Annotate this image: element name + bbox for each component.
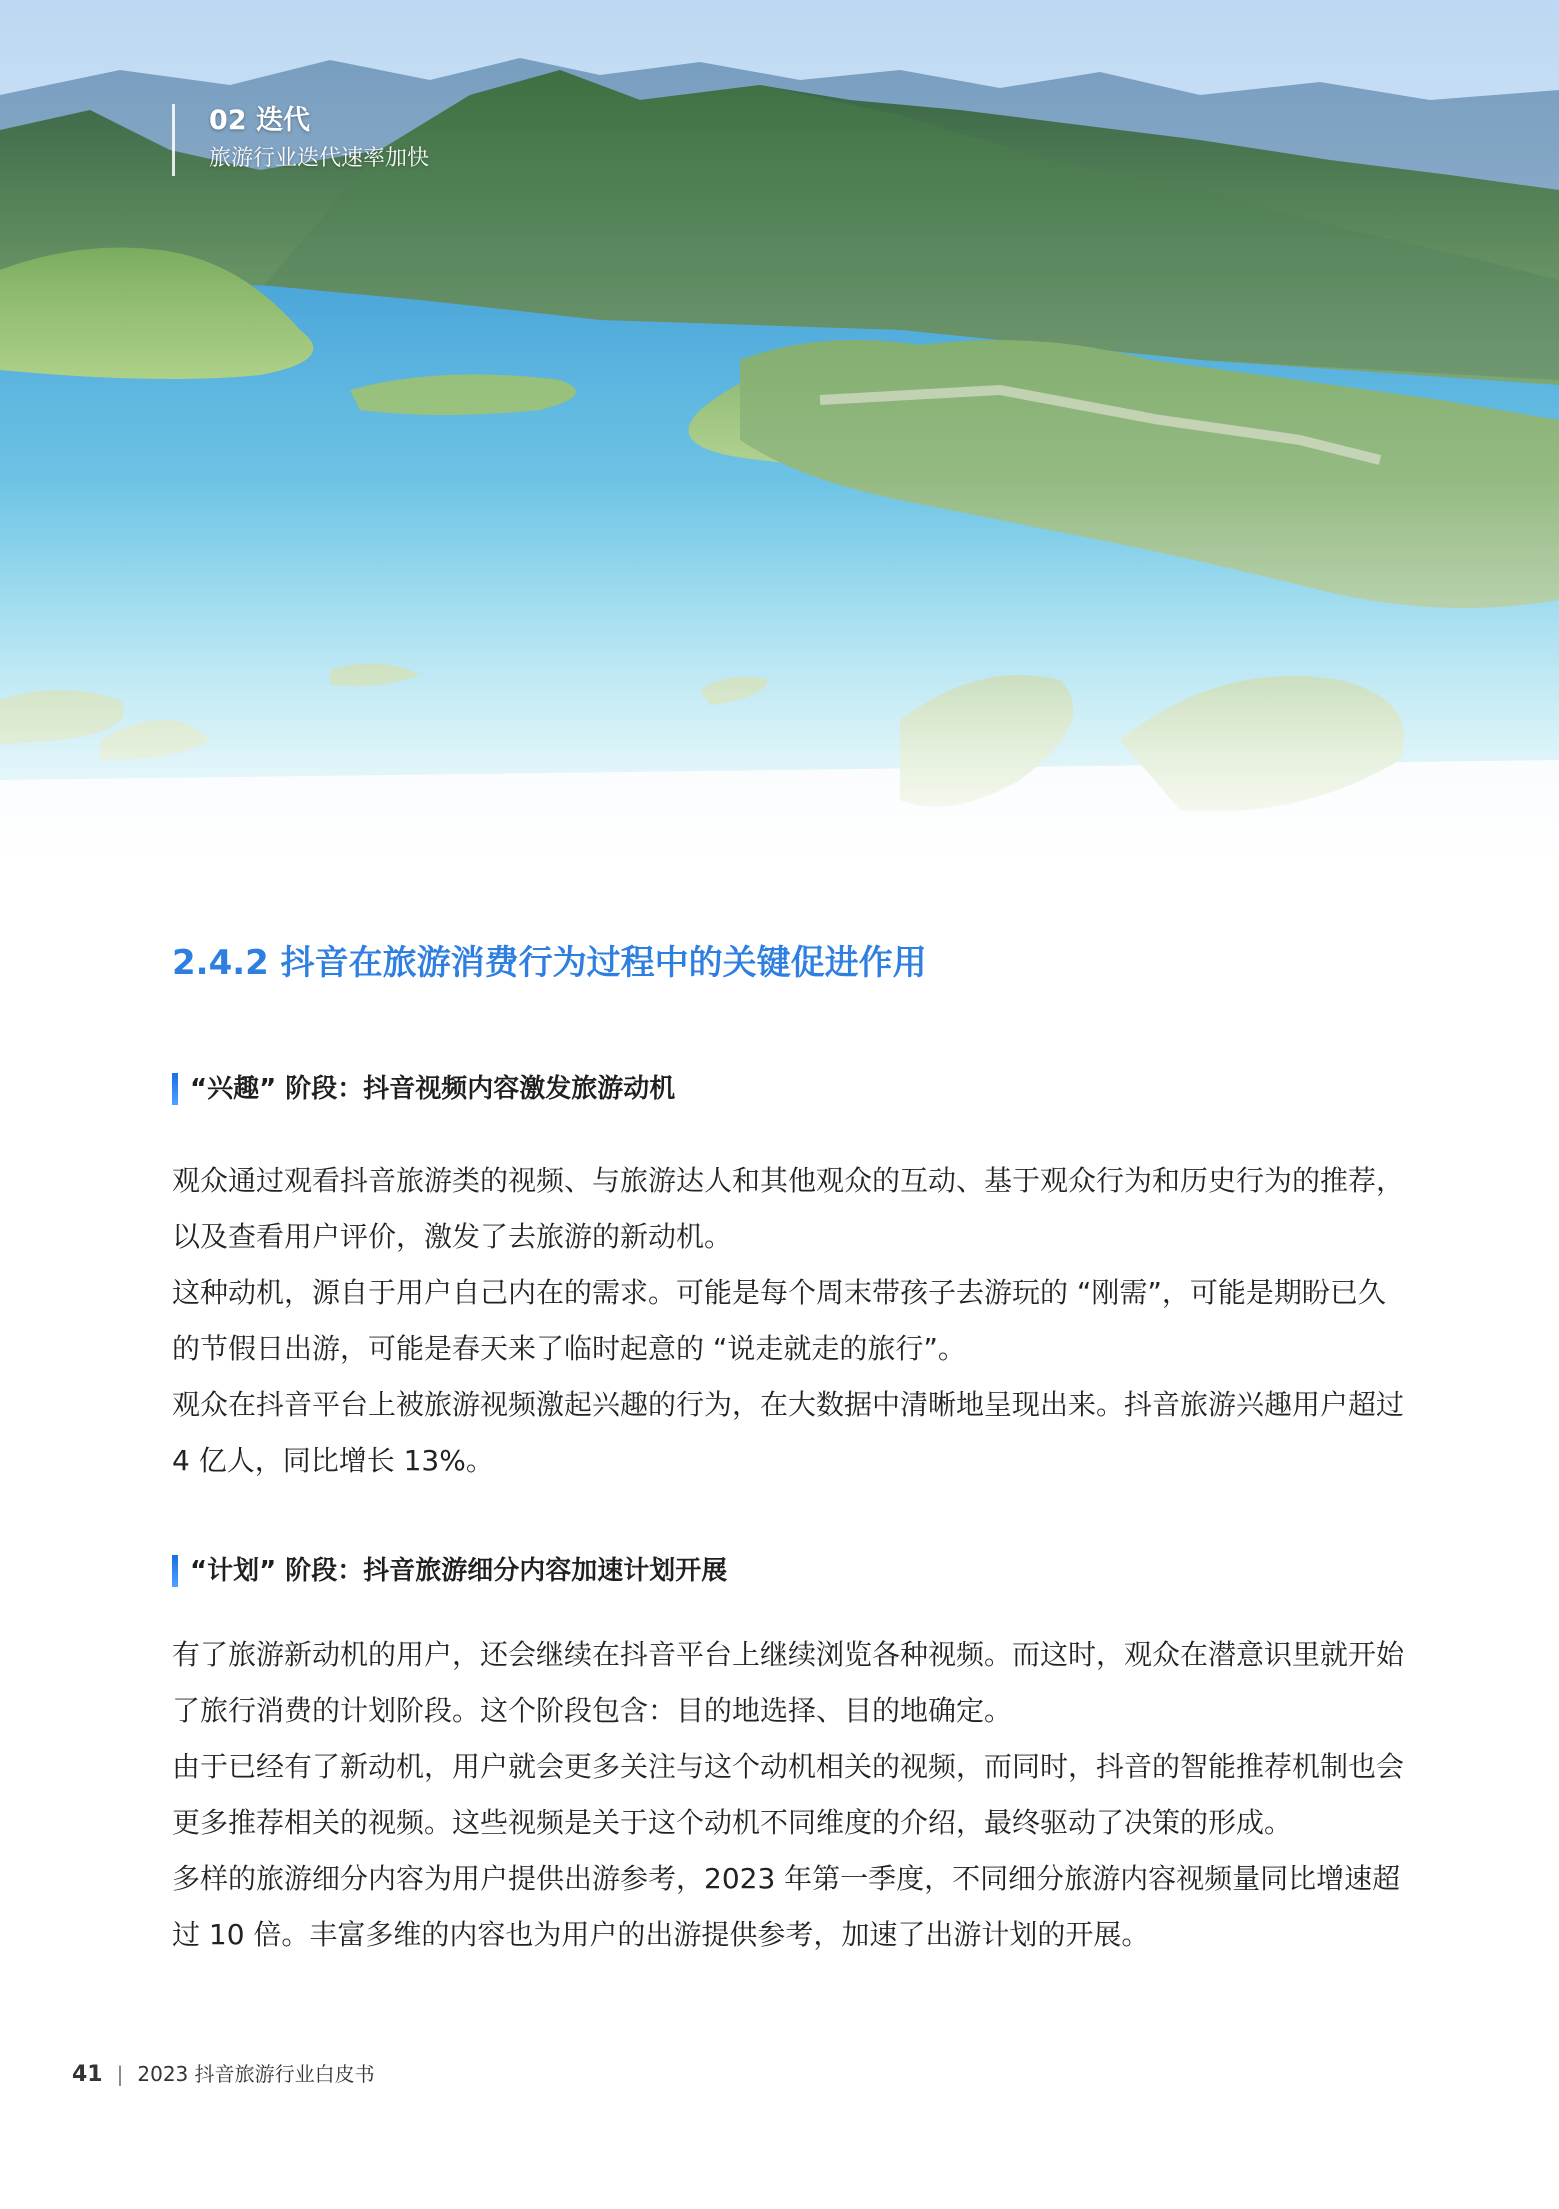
plan-stage-body — [172, 1627, 1404, 1963]
paragraph: 这种动机，源自于用户自己内在的需求。可能是每个周末带孩子去游玩的 “刚需”，可能是期盼已久的节假日出游，可能是春天来了临时起意的 “说走就走的旅行”。 — [172, 1276, 1386, 1365]
page-number: 41 — [72, 2062, 103, 2087]
page-heading: 2.4.2 抖音在旅游消费行为过程中的关键促进作用 — [172, 943, 927, 983]
paragraph: 多样的旅游细分内容为用户提供出游参考，2023 年第一季度，不同细分旅游内容视频量同比增速超过 10 倍。丰富多维的内容也为用户的出游提供参考，加速了出游计划的开展。 — [172, 1862, 1401, 1951]
section-number: 02 迭代 — [209, 105, 310, 136]
page-footer — [72, 2061, 375, 2088]
footer-doc-title: 2023 抖音旅游行业白皮书 — [137, 2062, 375, 2086]
subheading-plan-stage: “计划” 阶段：抖音旅游细分内容加速计划开展 — [172, 1551, 727, 1591]
section-subtitle: 旅游行业迭代速率加快 — [209, 146, 430, 171]
interest-stage-body — [172, 1153, 1404, 1489]
paragraph: 观众通过观看抖音旅游类的视频、与旅游达人和其他观众的互动、基于观众行为和历史行为的推荐，以及查看用户评价，激发了去旅游的新动机。 — [172, 1164, 1405, 1253]
hero-landscape-image — [0, 0, 1559, 870]
section-tag — [172, 104, 429, 176]
paragraph: 有了旅游新动机的用户，还会继续在抖音平台上继续浏览各种视频。而这时，观众在潜意识里就开始了旅行消费的计划阶段。这个阶段包含：目的地选择、目的地确定。 — [172, 1638, 1405, 1727]
paragraph: 由于已经有了新动机，用户就会更多关注与这个动机相关的视频，而同时，抖音的智能推荐机制也会更多推荐相关的视频。这些视频是关于这个动机不同维度的介绍，最终驱动了决策的形成。 — [172, 1750, 1405, 1839]
footer-separator: | — [116, 2062, 124, 2086]
subheading-interest-stage: “兴趣” 阶段：抖音视频内容激发旅游动机 — [172, 1069, 675, 1109]
paragraph: 观众在抖音平台上被旅游视频激起兴趣的行为，在大数据中清晰地呈现出来。抖音旅游兴趣用户超过 4 亿人，同比增长 13%。 — [172, 1388, 1405, 1477]
